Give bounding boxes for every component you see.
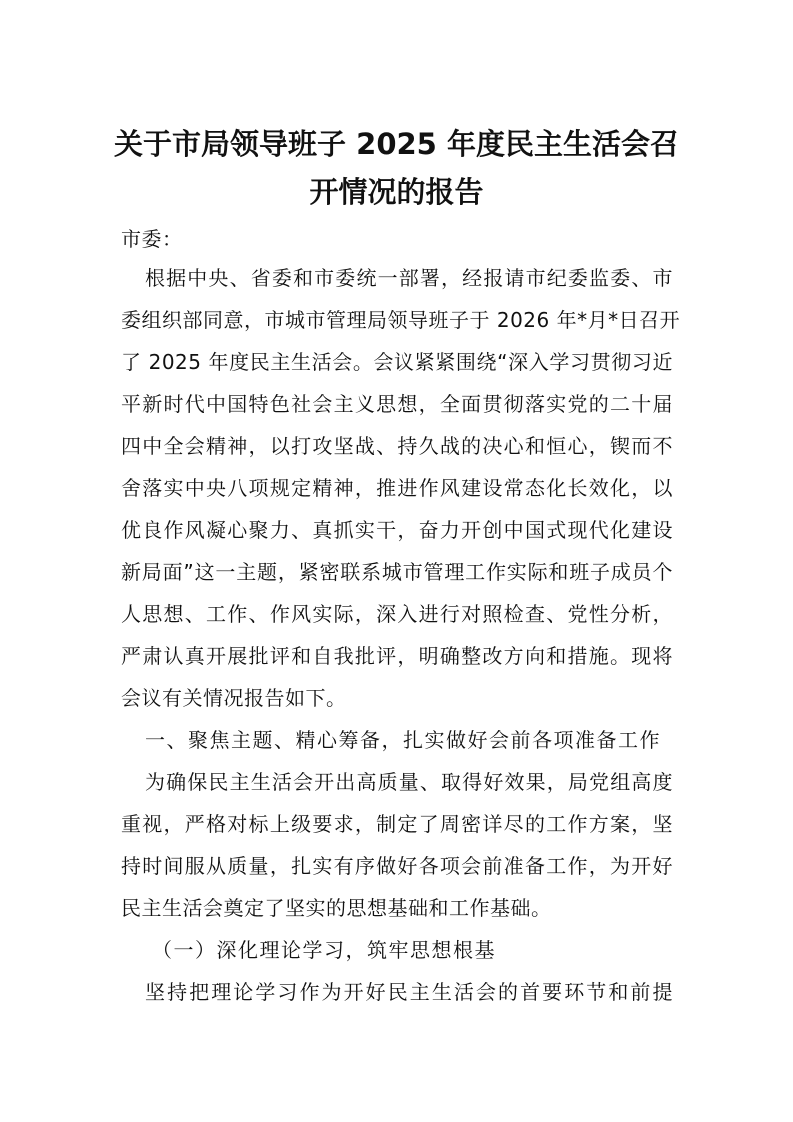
paragraph-line: 会议有关情况报告如下。 [121, 686, 347, 710]
paragraph-line: 委组织部同意，市城市管理局领导班子于 2026 年*月*日召开 [121, 308, 681, 332]
paragraph-line: 新局面”这一主题，紧密联系城市管理工作实际和班子成员个 [121, 560, 673, 584]
paragraph-line: 了 2025 年度民主生活会。会议紧紧围绕“深入学习贯彻习近 [121, 350, 673, 374]
paragraph-line: 优良作风凝心聚力、真抓实干，奋力开创中国式现代化建设 [121, 518, 673, 542]
paragraph-line: 持时间服从质量，扎实有序做好各项会前准备工作，为开好 [121, 854, 673, 878]
subsection-heading-1: （一）深化理论学习，筑牢思想根基 [152, 938, 496, 962]
salutation: 市委： [121, 227, 183, 251]
paragraph-line: 为确保民主生活会开出高质量、取得好效果，局党组高度 [145, 770, 673, 794]
paragraph-line: 舍落实中央八项规定精神，推进作风建设常态化长效化，以 [121, 476, 673, 500]
paragraph-line: 平新时代中国特色社会主义思想，全面贯彻落实党的二十届 [121, 392, 673, 416]
paragraph-line: 民主生活会奠定了坚实的思想基础和工作基础。 [121, 896, 552, 920]
paragraph-line: 人思想、工作、作风实际，深入进行对照检查、党性分析， [121, 602, 673, 626]
report-title-line-1: 关于市局领导班子 2025 年度民主生活会召 [114, 127, 679, 161]
paragraph-line: 坚持把理论学习作为开好民主生活会的首要环节和前提 [145, 980, 673, 1004]
report-title-line-2: 开情况的报告 [309, 175, 484, 209]
paragraph-line: 严肃认真开展批评和自我批评，明确整改方向和措施。现将 [121, 644, 673, 668]
paragraph-line: 四中全会精神，以打攻坚战、持久战的决心和恒心，锲而不 [121, 434, 673, 458]
section-heading-1: 一、聚焦主题、精心筹备，扎实做好会前各项准备工作 [145, 728, 661, 752]
paragraph-line: 根据中央、省委和市委统一部署，经报请市纪委监委、市 [145, 266, 673, 290]
paragraph-line: 重视，严格对标上级要求，制定了周密详尽的工作方案，坚 [121, 812, 673, 836]
